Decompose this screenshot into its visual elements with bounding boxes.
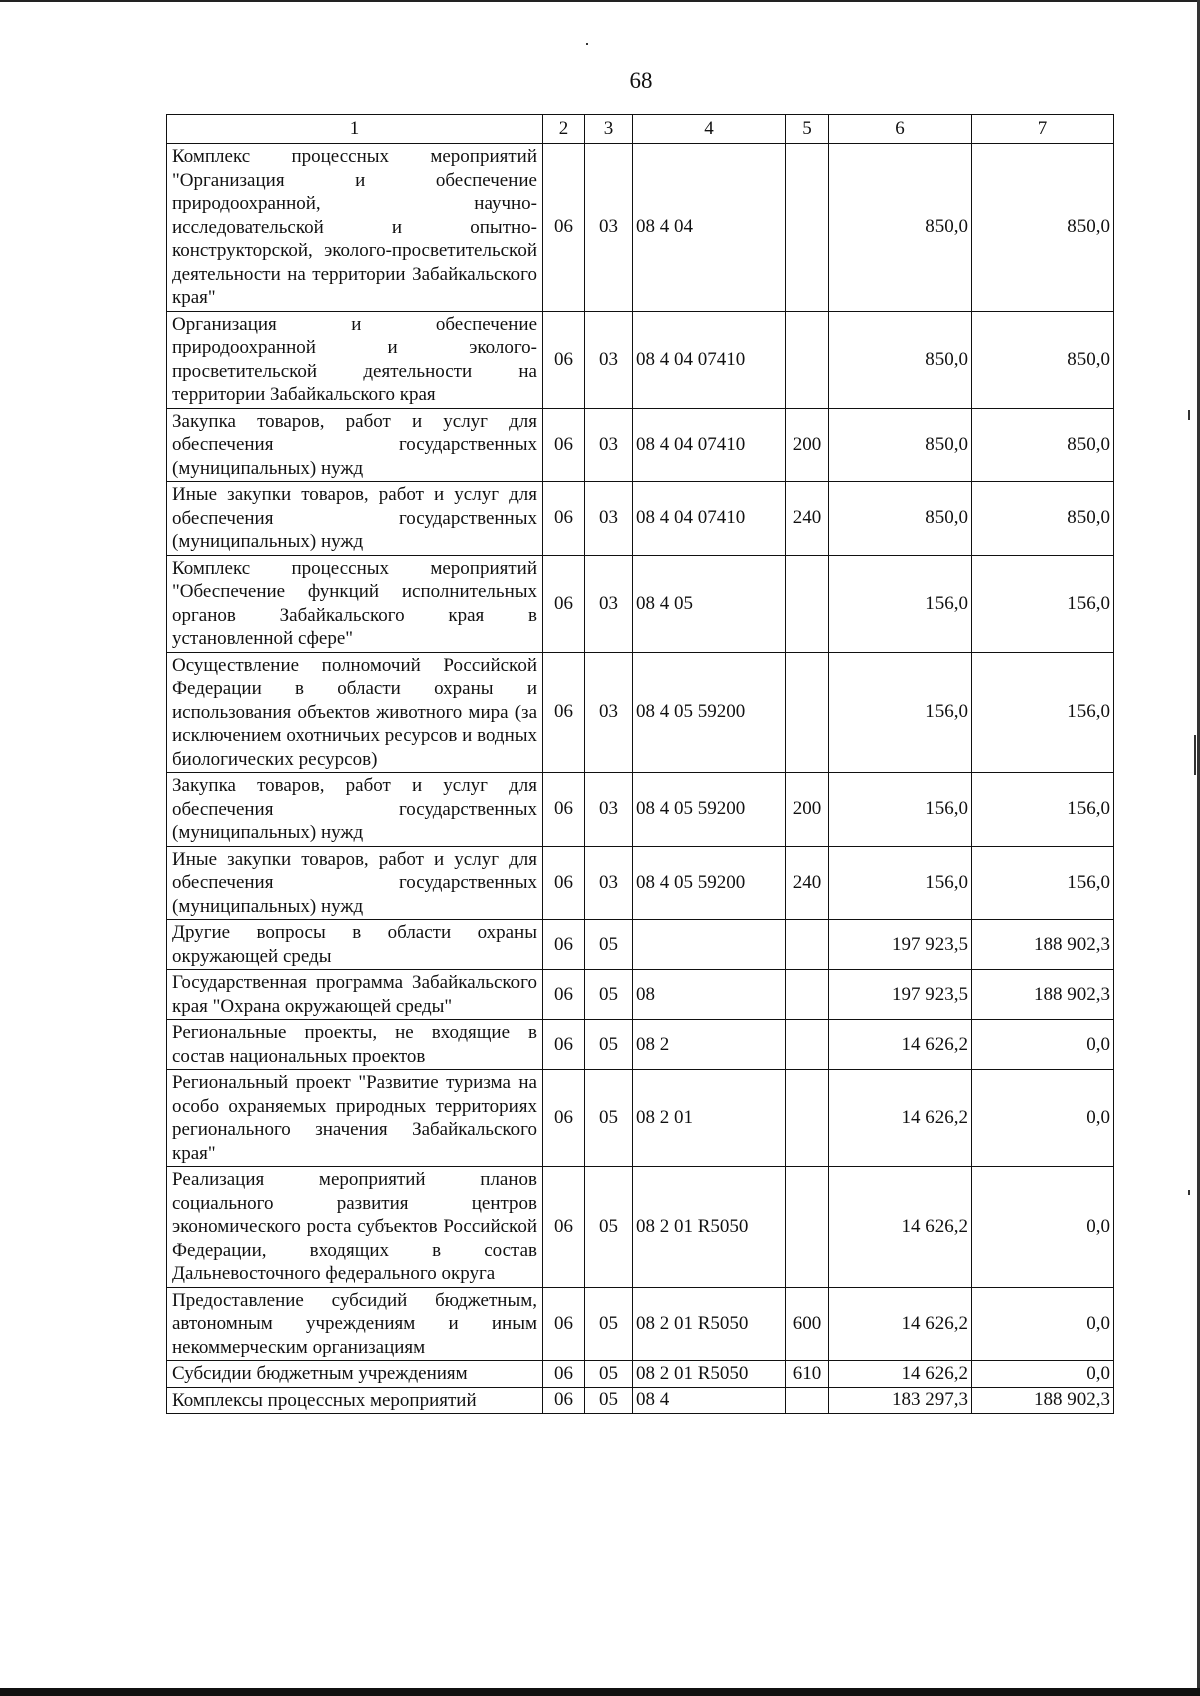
amount-col-7: 188 902,3	[972, 1387, 1114, 1414]
subsection-code: 03	[585, 482, 633, 556]
amount-col-7: 0,0	[972, 1020, 1114, 1070]
amount-col-7: 156,0	[972, 652, 1114, 773]
target-article-code: 08 4 04 07410	[633, 311, 786, 408]
section-code: 06	[543, 1020, 585, 1070]
scan-edge-top	[0, 0, 1200, 2]
row-name: Осуществление полномочий Российской Федерации в области охраны и использования объектов животного мира (за исключением охотничьих ресурсов и водных биологических ресурсов)	[167, 652, 543, 773]
expense-type-code	[786, 1020, 829, 1070]
section-code: 06	[543, 311, 585, 408]
amount-col-6: 156,0	[829, 652, 972, 773]
amount-col-6: 156,0	[829, 846, 972, 920]
amount-col-6: 197 923,5	[829, 920, 972, 970]
table-header-row	[167, 115, 1114, 144]
row-name: Иные закупки товаров, работ и услуг для обеспечения государственных (муниципальных) нужд	[167, 846, 543, 920]
row-name: Региональный проект "Развитие туризма на особо охраняемых природных территориях регионального значения Забайкальского края"	[167, 1070, 543, 1167]
table-row	[167, 652, 1114, 773]
target-article-code: 08 4 05 59200	[633, 846, 786, 920]
scan-speck	[1188, 410, 1190, 420]
expense-type-code: 200	[786, 408, 829, 482]
subsection-code: 03	[585, 311, 633, 408]
target-article-code: 08 4 05 59200	[633, 773, 786, 847]
section-code: 06	[543, 144, 585, 312]
table-row	[167, 144, 1114, 312]
subsection-code: 05	[585, 1287, 633, 1361]
column-header: 2	[543, 115, 585, 144]
target-article-code: 08 4 04 07410	[633, 482, 786, 556]
amount-col-7: 0,0	[972, 1167, 1114, 1288]
row-name: Организация и обеспечение природоохранной и эколого-просветительской деятельности на территории Забайкальского края	[167, 311, 543, 408]
table-row	[167, 555, 1114, 652]
amount-col-6: 850,0	[829, 482, 972, 556]
row-name: Предоставление субсидий бюджетным, автономным учреждениям и иным некоммерческим организациям	[167, 1287, 543, 1361]
row-name: Комплекс процессных мероприятий "Обеспечение функций исполнительных органов Забайкальского края в установленной сфере"	[167, 555, 543, 652]
amount-col-7: 188 902,3	[972, 920, 1114, 970]
target-article-code: 08 2 01	[633, 1070, 786, 1167]
scan-speck	[586, 43, 588, 45]
section-code: 06	[543, 1070, 585, 1167]
column-header: 4	[633, 115, 786, 144]
target-article-code	[633, 920, 786, 970]
table-row	[167, 408, 1114, 482]
amount-col-6: 14 626,2	[829, 1020, 972, 1070]
target-article-code: 08 2 01 R5050	[633, 1167, 786, 1288]
table-row	[167, 1167, 1114, 1288]
subsection-code: 03	[585, 555, 633, 652]
target-article-code: 08 2 01 R5050	[633, 1287, 786, 1361]
amount-col-7: 0,0	[972, 1070, 1114, 1167]
subsection-code: 05	[585, 970, 633, 1020]
table-row	[167, 846, 1114, 920]
amount-col-6: 156,0	[829, 773, 972, 847]
target-article-code: 08 4 04	[633, 144, 786, 312]
subsection-code: 03	[585, 408, 633, 482]
row-name: Реализация мероприятий планов социального развития центров экономического роста субъектов Российской Федерации, входящих в состав Дальневосточного федерального округа	[167, 1167, 543, 1288]
page-number: 68	[629, 68, 653, 93]
table-row	[167, 773, 1114, 847]
table-row	[167, 311, 1114, 408]
subsection-code: 03	[585, 652, 633, 773]
amount-col-7: 0,0	[972, 1361, 1114, 1388]
expense-type-code: 600	[786, 1287, 829, 1361]
amount-col-6: 156,0	[829, 555, 972, 652]
section-code: 06	[543, 773, 585, 847]
amount-col-6: 850,0	[829, 311, 972, 408]
scan-speck	[1194, 735, 1196, 775]
row-name: Другие вопросы в области охраны окружающей среды	[167, 920, 543, 970]
target-article-code: 08	[633, 970, 786, 1020]
table-row	[167, 482, 1114, 556]
target-article-code: 08 2	[633, 1020, 786, 1070]
amount-col-7: 156,0	[972, 773, 1114, 847]
table-row	[167, 1287, 1114, 1361]
expense-type-code: 240	[786, 482, 829, 556]
subsection-code: 05	[585, 1070, 633, 1167]
expense-type-code	[786, 652, 829, 773]
column-header: 6	[829, 115, 972, 144]
amount-col-7: 850,0	[972, 311, 1114, 408]
amount-col-7: 850,0	[972, 144, 1114, 312]
section-code: 06	[543, 1387, 585, 1414]
amount-col-6: 14 626,2	[829, 1167, 972, 1288]
amount-col-7: 850,0	[972, 482, 1114, 556]
subsection-code: 05	[585, 1361, 633, 1388]
section-code: 06	[543, 555, 585, 652]
row-name: Закупка товаров, работ и услуг для обеспечения государственных (муниципальных) нужд	[167, 773, 543, 847]
amount-col-6: 850,0	[829, 408, 972, 482]
subsection-code: 05	[585, 920, 633, 970]
subsection-code: 03	[585, 144, 633, 312]
section-code: 06	[543, 846, 585, 920]
column-header: 7	[972, 115, 1114, 144]
table-row	[167, 970, 1114, 1020]
expense-type-code	[786, 144, 829, 312]
table-row	[167, 1020, 1114, 1070]
section-code: 06	[543, 920, 585, 970]
amount-col-6: 14 626,2	[829, 1287, 972, 1361]
expense-type-code	[786, 970, 829, 1020]
section-code: 06	[543, 652, 585, 773]
subsection-code: 05	[585, 1387, 633, 1414]
section-code: 06	[543, 1167, 585, 1288]
expense-type-code	[786, 1070, 829, 1167]
row-name: Комплексы процессных мероприятий	[167, 1387, 543, 1414]
subsection-code: 05	[585, 1020, 633, 1070]
target-article-code: 08 4 04 07410	[633, 408, 786, 482]
row-name: Субсидии бюджетным учреждениям	[167, 1361, 543, 1388]
expense-type-code: 240	[786, 846, 829, 920]
target-article-code: 08 4 05	[633, 555, 786, 652]
row-name: Комплекс процессных мероприятий "Организация и обеспечение природоохранной, научно-исследовательской и опытно-конструкторской, эколого-просветительской деятельности на территории Забайкальского края"	[167, 144, 543, 312]
amount-col-7: 0,0	[972, 1287, 1114, 1361]
target-article-code: 08 4 05 59200	[633, 652, 786, 773]
amount-col-6: 183 297,3	[829, 1387, 972, 1414]
column-header: 1	[167, 115, 543, 144]
amount-col-7: 188 902,3	[972, 970, 1114, 1020]
amount-col-6: 850,0	[829, 144, 972, 312]
budget-table	[166, 114, 1114, 1414]
table-row	[167, 1361, 1114, 1388]
row-name: Иные закупки товаров, работ и услуг для обеспечения государственных (муниципальных) нужд	[167, 482, 543, 556]
amount-col-7: 156,0	[972, 846, 1114, 920]
expense-type-code	[786, 1167, 829, 1288]
expense-type-code	[786, 555, 829, 652]
expense-type-code	[786, 311, 829, 408]
column-header: 3	[585, 115, 633, 144]
subsection-code: 05	[585, 1167, 633, 1288]
subsection-code: 03	[585, 846, 633, 920]
section-code: 06	[543, 408, 585, 482]
row-name: Закупка товаров, работ и услуг для обеспечения государственных (муниципальных) нужд	[167, 408, 543, 482]
expense-type-code: 200	[786, 773, 829, 847]
column-header: 5	[786, 115, 829, 144]
amount-col-7: 156,0	[972, 555, 1114, 652]
target-article-code: 08 2 01 R5050	[633, 1361, 786, 1388]
expense-type-code	[786, 920, 829, 970]
amount-col-6: 14 626,2	[829, 1361, 972, 1388]
target-article-code: 08 4	[633, 1387, 786, 1414]
section-code: 06	[543, 1287, 585, 1361]
amount-col-6: 197 923,5	[829, 970, 972, 1020]
scan-speck	[1188, 1190, 1190, 1195]
scan-edge-bottom	[0, 1688, 1200, 1696]
table-row	[167, 920, 1114, 970]
row-name: Региональные проекты, не входящие в состав национальных проектов	[167, 1020, 543, 1070]
table-row	[167, 1387, 1114, 1414]
amount-col-7: 850,0	[972, 408, 1114, 482]
subsection-code: 03	[585, 773, 633, 847]
amount-col-6: 14 626,2	[829, 1070, 972, 1167]
section-code: 06	[543, 970, 585, 1020]
expense-type-code	[786, 1387, 829, 1414]
row-name: Государственная программа Забайкальского края "Охрана окружающей среды"	[167, 970, 543, 1020]
expense-type-code: 610	[786, 1361, 829, 1388]
section-code: 06	[543, 1361, 585, 1388]
section-code: 06	[543, 482, 585, 556]
table-row	[167, 1070, 1114, 1167]
